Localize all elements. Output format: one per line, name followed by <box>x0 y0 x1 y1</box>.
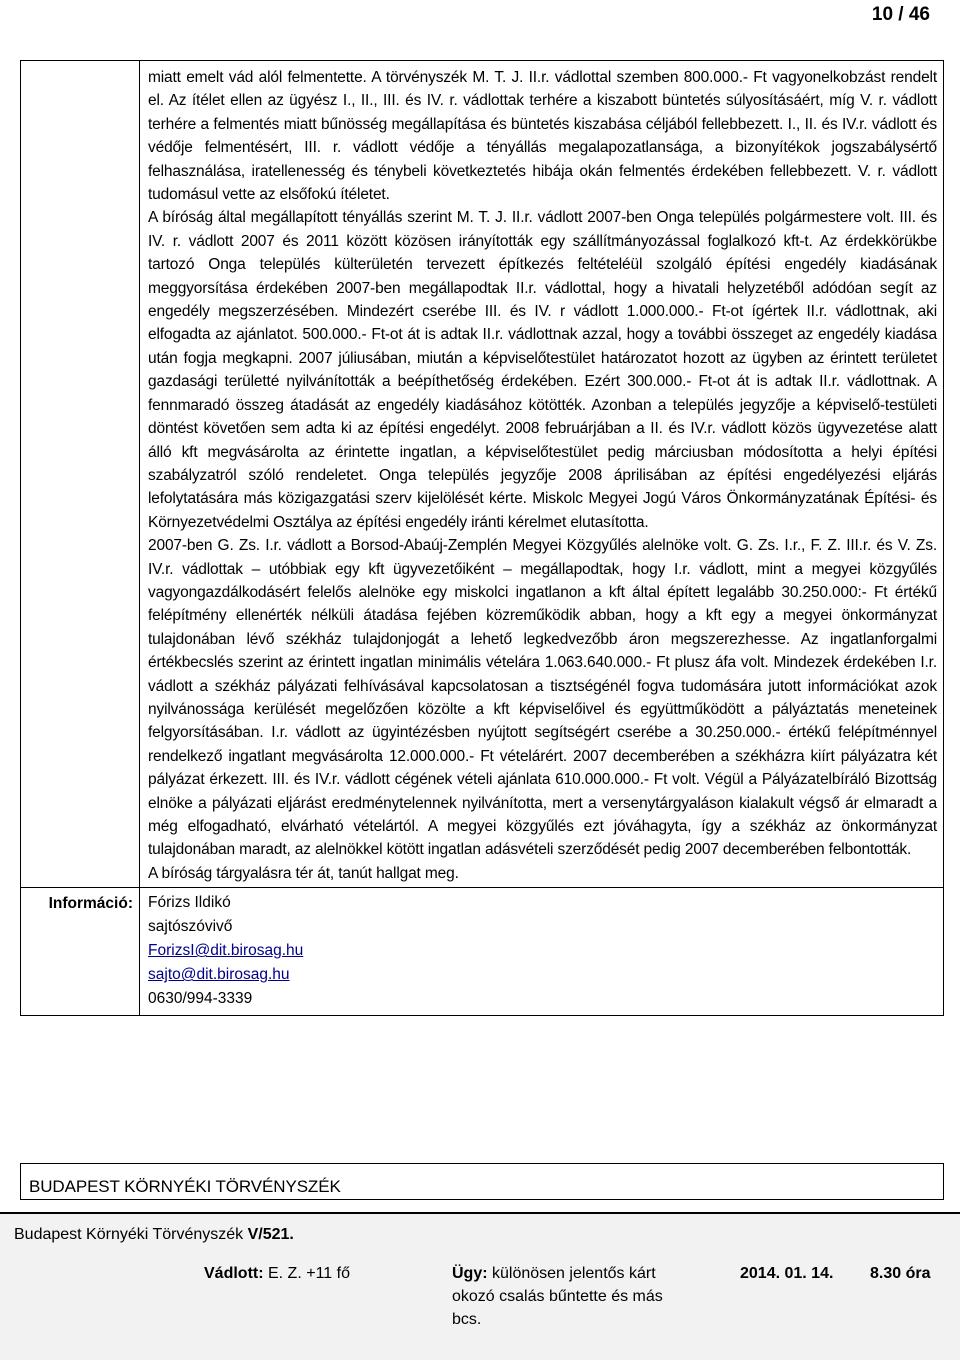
hearing-date: 2014. 01. 14. <box>740 1265 834 1282</box>
court-header-bar <box>20 1163 944 1200</box>
contact-cell <box>140 888 944 1016</box>
left-column-empty <box>21 61 140 888</box>
info-label: Információ: <box>48 895 133 913</box>
matter-value: különösen jelentős kárt okozó csalás bűntette és más bcs. <box>452 1265 663 1328</box>
matter-label: Ügy: <box>452 1265 488 1282</box>
paragraph-hearing: A bíróság tárgyalásra tér át, tanút hallgat meg. <box>148 864 459 882</box>
defendant-value: E. Z. +11 fő <box>263 1265 350 1282</box>
case-court: Budapest Környéki Törvényszék <box>14 1226 248 1243</box>
contact-phone: 0630/994-3339 <box>148 990 253 1008</box>
court-name: BUDAPEST KÖRNYÉKI TÖRVÉNYSZÉK <box>29 1177 341 1196</box>
page-number: 10 / 46 <box>871 4 930 25</box>
info-label-cell <box>21 888 140 1016</box>
contact-block <box>140 888 943 1015</box>
case-box <box>0 1212 960 1360</box>
matter <box>452 1262 682 1331</box>
defendant-label: Vádlott: <box>204 1265 264 1282</box>
case-number: V/521. <box>247 1226 294 1243</box>
case-description-cell <box>140 61 944 888</box>
contact-name: Fórizs Ildikó <box>148 894 231 912</box>
contact-role: sajtószóvivő <box>148 918 233 936</box>
case-description <box>140 61 943 887</box>
paragraph-facts-miskolc: 2007-ben G. Zs. I.r. vádlott a Borsod-Abaúj-Zemplén Megyei Közgyűlés alelnöke volt. G. Zs. I.r., F. Z. III.r. és V. Zs. IV.r. vádlottak – utóbbiak egy kft ügyvezetőiként – megállapodtak, hogy I.r. vádlott, mint a megyei közgyűlés vagyongazdálkodásért felelős alelnöke egy miskolci ingatlanon a kft által épített legalább 30.250.000:- Ft értékű felépítmény ellenérték nélküli átadása fejében közreműködik abban, hogy a kft egy a megyei önkormányzat tulajdonában lévő székház tulajdonjogát a lehető legkedvezőbb áron megszerezhesse. Az ingatlanforgalmi értékbecslés szerint az érintett ingatlan minimális vételára 1.063.640.000.- Ft plusz áfa volt. Mindezek érdekében I.r. vádlott a székház pályázati felhívásával kapcsolatosan a tisztségénél fogva tudomására jutott információkat azok nyilvánossága kerülését megelőzően közölte a kft képviselőivel és együttműködött a pályáztatás meneteinek felgyorsításában. I.r. vádlott az ügyintézésben nyújtott segítségért cserébe a 30.250.000.- értékű felépítménnyel rendelkező ingatlant megvásárolta 12.000.000.- Ft vételárért. 2007 decemberében a székházra kiírt pályázatra két pályázat érkezett. III. és IV.r. vádlott cégének vételi ajánlata 610.000.000.- Ft volt. Végül a Pályázatelbíráló Bizottság elnöke a pályázati eljárást eredménytelennek nyilvánította, mert a versenytárgyaláson kialakult végső ár elmaradt a még elfogadható, elvárható vételártól. A megyei közgyűlés ezt jóváhagyta, így a székház az önkormányzat tulajdonában maradt, az alelnökkel kötött ingatlan adásvételi szerződését pedig 2007 decemberében felbontották. <box>148 537 937 859</box>
paragraph-facts-onga: A bíróság által megállapított tényállás szerint M. T. J. II.r. vádlott 2007-ben Onga település polgármestere volt. III. és IV. r. vádlott 2007 és 2011 között közösen irányították egy szállítmányozással foglalkozó kft-t. Az érdekkörükbe tartozó Onga település külterületén tervezett építkezés feltételéül szolgáló építési engedély kiadásának meggyorsítása érdekében 2007-ben megállapodtak II.r. vádlottal, hogy a hivatali helyzetéből adódóan segít az engedély megszerzésében. Mindezért cserébe III. és IV. r vádlott 1.000.000.- Ft-ot ígértek II.r. vádlottnak, aki elfogadta az ajánlatot. 500.000.- Ft-ot át is adtak II.r. vádlottnak azzal, hogy a további összeget az engedély kiadása után fogja megkapni. 2007 júliusában, miután a képviselőtestület határozatot hozott az ügyben az érintett területet gazdasági területté nyilvánították a beépíthetőség érdekében. Ezért 300.000.- Ft-ot át is adtak II.r. vádlottnak. A fennmaradó összeg átadását az engedély kiadásához kötötték. Azonban a település jegyzője a képviselő-testületi döntést követően sem adta ki az építési engedélyt. 2008 februárjában a II. és IV.r. vádlott közös ügyvezetése alatt álló kft megvásárolta az érintette ingatlan, a képviselőtestület pedig márciusban módosította a helyi építési szabályzatról szóló rendeletet. Onga település jegyzője 2008 áprilisában az építési engedélyezési eljárás lefolytatására más közigazgatási szerv kijelölését kérte. Miskolc Megyei Jogú Város Önkormányzatának Építési- és Környezetvédelmi Osztálya az építési engedély iránti kérelmet elutasította. <box>148 209 937 531</box>
paragraph-verdict: miatt emelt vád alól felmentette. A törvényszék M. T. J. II.r. vádlottal szemben 800.000.- Ft vagyonelkobzást rendelt el. Az ítélet ellen az ügyész I., II., III. és IV. r. vádlottak terhére a kiszabott büntetés súlyosításáért, míg V. r. vádlott terhére a felmentés miatt bűnösség megállapítása és büntetés kiszabása céljából fellebbezett. I., II. és IV.r. vádlott és védője felmentésért, III. r. vádlott védője a tényállás megalapozatlansága, a bizonyítékok jogszabálysértő felhasználása, iratellenesség és ténybeli következtetés hibája okán felmentés érdekében fellebbezett. V. r. vádlott tudomásul vette az elsőfokú ítéletet. <box>148 69 937 204</box>
defendant <box>204 1262 350 1285</box>
press-email-link[interactable]: sajto@dit.birosag.hu <box>148 966 290 984</box>
case-title <box>14 1226 294 1244</box>
contact-email-link[interactable]: ForizsI@dit.birosag.hu <box>148 942 304 960</box>
content-table <box>20 60 944 1016</box>
hearing-time: 8.30 óra <box>870 1265 931 1282</box>
